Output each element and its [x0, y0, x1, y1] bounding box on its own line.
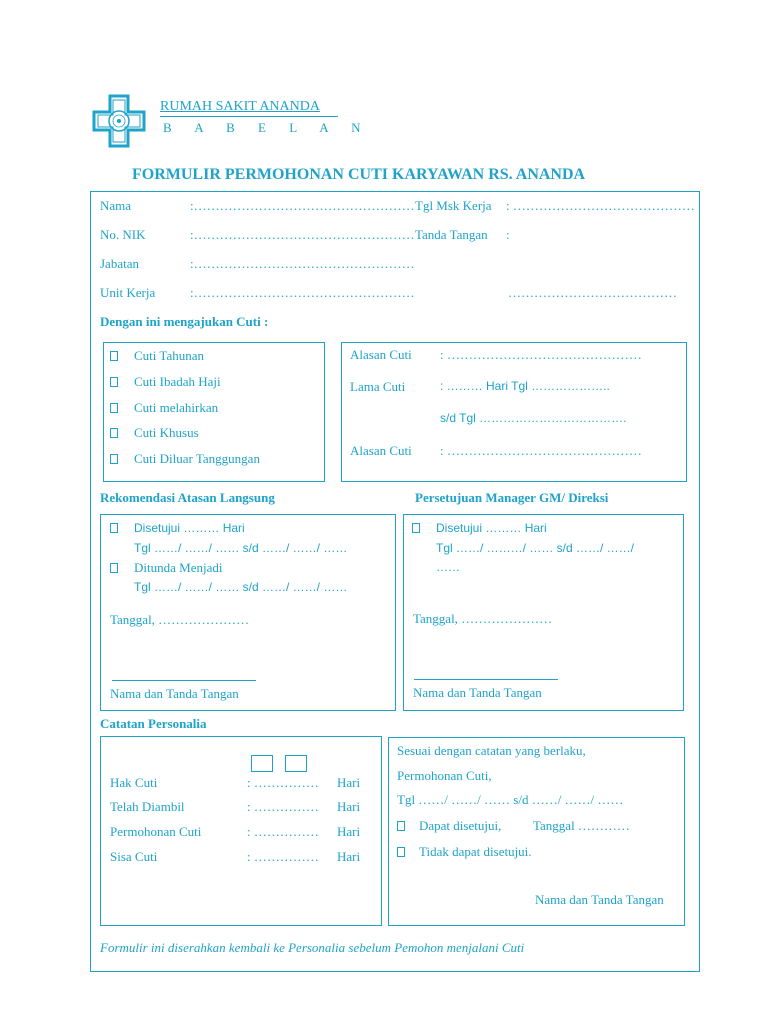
checkbox-icon[interactable]	[110, 428, 118, 438]
request-heading: Dengan ini mengajukan Cuti :	[100, 314, 269, 329]
tgl-masuk-field[interactable]: : ……………………………………	[506, 198, 695, 213]
appr-tanggal-field[interactable]: Tanggal, …………………	[413, 611, 553, 626]
checkbox-icon[interactable]	[397, 847, 405, 857]
approval-heading: Persetujuan Manager GM/ Direksi	[415, 490, 609, 505]
checkbox-icon[interactable]	[110, 377, 118, 387]
checkbox-icon[interactable]	[110, 351, 118, 361]
rec-signature-label: Nama dan Tanda Tangan	[110, 686, 239, 701]
nik-field[interactable]: :……………………………………………	[190, 227, 415, 242]
lama-cuti-field[interactable]: : ……… Hari Tgl ………………..	[440, 379, 610, 393]
rec-tgl2-field[interactable]: Tgl ……/ ……/ …… s/d ……/ ……/ ……	[134, 580, 348, 594]
appr-tgl-field[interactable]: Tgl ……/ ………/ …… s/d ……/ ……/	[436, 541, 635, 555]
sisa-cuti-field[interactable]: : ……………	[247, 849, 319, 864]
telah-diambil-field[interactable]: : ……………	[247, 799, 319, 814]
leave-type-option[interactable]: Cuti Khusus	[110, 425, 199, 440]
checkbox-icon[interactable]	[110, 563, 118, 573]
sisa-cuti-unit: Hari	[337, 849, 361, 864]
telah-diambil-unit: Hari	[337, 799, 361, 814]
rec-signature-line	[112, 680, 256, 681]
personnel-note1: Sesuai dengan catatan yang berlaku,	[397, 743, 586, 758]
jabatan-label: Jabatan	[100, 256, 139, 271]
alasan2-label: Alasan Cuti	[350, 443, 412, 458]
approve-option[interactable]: Dapat disetujui,	[397, 818, 501, 833]
lama-cuti-label: Lama Cuti	[350, 379, 406, 394]
permohonan-cuti-unit: Hari	[337, 824, 361, 839]
form-title: FORMULIR PERMOHONAN CUTI KARYAWAN RS. ANANDA	[132, 166, 586, 183]
leave-type-option[interactable]: Cuti Diluar Tanggungan	[110, 451, 260, 466]
rec-tgl-field[interactable]: Tgl ……/ ……/ …… s/d ……/ ……/ ……	[134, 541, 348, 555]
recommendation-heading: Rekomendasi Atasan Langsung	[100, 490, 275, 505]
leave-type-option[interactable]: Cuti Tahunan	[110, 348, 204, 363]
unit-kerja-label: Unit Kerja	[100, 285, 156, 300]
rec-disetujui-option[interactable]: Disetujui ……… Hari	[110, 521, 245, 536]
permohonan-cuti-label: Permohonan Cuti	[110, 824, 202, 839]
reject-option[interactable]: Tidak dapat disetujui.	[397, 844, 532, 859]
header-divider	[160, 116, 338, 117]
leave-type-option[interactable]: Cuti Ibadah Haji	[110, 374, 221, 389]
alasan-field[interactable]: : ………………………………………	[440, 347, 642, 362]
signature-line[interactable]: …………………………………	[508, 285, 677, 300]
appr-signature-line	[414, 679, 558, 680]
tgl-masuk-label: Tgl Msk Kerja	[415, 198, 492, 213]
personnel-note2: Permohonan Cuti,	[397, 768, 492, 783]
nama-field[interactable]: :……………………………………………	[190, 198, 415, 213]
hospital-location: B A B E L A N	[163, 120, 371, 135]
hak-cuti-label: Hak Cuti	[110, 775, 158, 790]
hospital-logo-icon	[92, 94, 146, 148]
personnel-tgl-field[interactable]: Tgl ……/ ……/ …… s/d ……/ ……/ ……	[397, 792, 624, 807]
unit-kerja-field[interactable]: :……………………………………………	[190, 285, 415, 300]
jabatan-field[interactable]: :……………………………………………	[190, 256, 415, 271]
checkbox-icon[interactable]	[397, 821, 405, 831]
appr-signature-label: Nama dan Tanda Tangan	[413, 685, 542, 700]
hak-cuti-unit: Hari	[337, 775, 361, 790]
alasan-label: Alasan Cuti	[350, 347, 412, 362]
personnel-heading: Catatan Personalia	[100, 716, 207, 731]
day-box[interactable]	[285, 755, 307, 772]
hak-cuti-field[interactable]: : ……………	[247, 775, 319, 790]
leave-type-option[interactable]: Cuti melahirkan	[110, 400, 218, 415]
sd-tgl-field[interactable]: s/d Tgl ……………………………….	[440, 411, 627, 425]
checkbox-icon[interactable]	[110, 523, 118, 533]
tanda-tangan-colon: :	[506, 227, 510, 242]
tanda-tangan-label: Tanda Tangan	[415, 227, 488, 242]
personnel-signature-label: Nama dan Tanda Tangan	[535, 892, 664, 907]
checkbox-icon[interactable]	[110, 454, 118, 464]
nik-label: No. NIK	[100, 227, 146, 242]
rec-ditunda-option[interactable]: Ditunda Menjadi	[110, 560, 222, 575]
nama-label: Nama	[100, 198, 132, 213]
appr-disetujui-option[interactable]: Disetujui ……… Hari	[412, 521, 547, 536]
day-box[interactable]	[251, 755, 273, 772]
appr-tgl-field-cont[interactable]: ……	[436, 560, 460, 574]
personnel-tanggal-field[interactable]: Tanggal …………	[533, 818, 630, 833]
hospital-name: RUMAH SAKIT ANANDA	[160, 99, 320, 114]
rec-tanggal-field[interactable]: Tanggal, …………………	[110, 612, 250, 627]
alasan2-field[interactable]: : ………………………………………	[440, 443, 642, 458]
checkbox-icon[interactable]	[412, 523, 420, 533]
footer-note: Formulir ini diserahkan kembali ke Personalia sebelum Pemohon menjalani Cuti	[100, 940, 525, 955]
permohonan-cuti-field[interactable]: : ……………	[247, 824, 319, 839]
telah-diambil-label: Telah Diambil	[110, 799, 185, 814]
checkbox-icon[interactable]	[110, 403, 118, 413]
sisa-cuti-label: Sisa Cuti	[110, 849, 158, 864]
